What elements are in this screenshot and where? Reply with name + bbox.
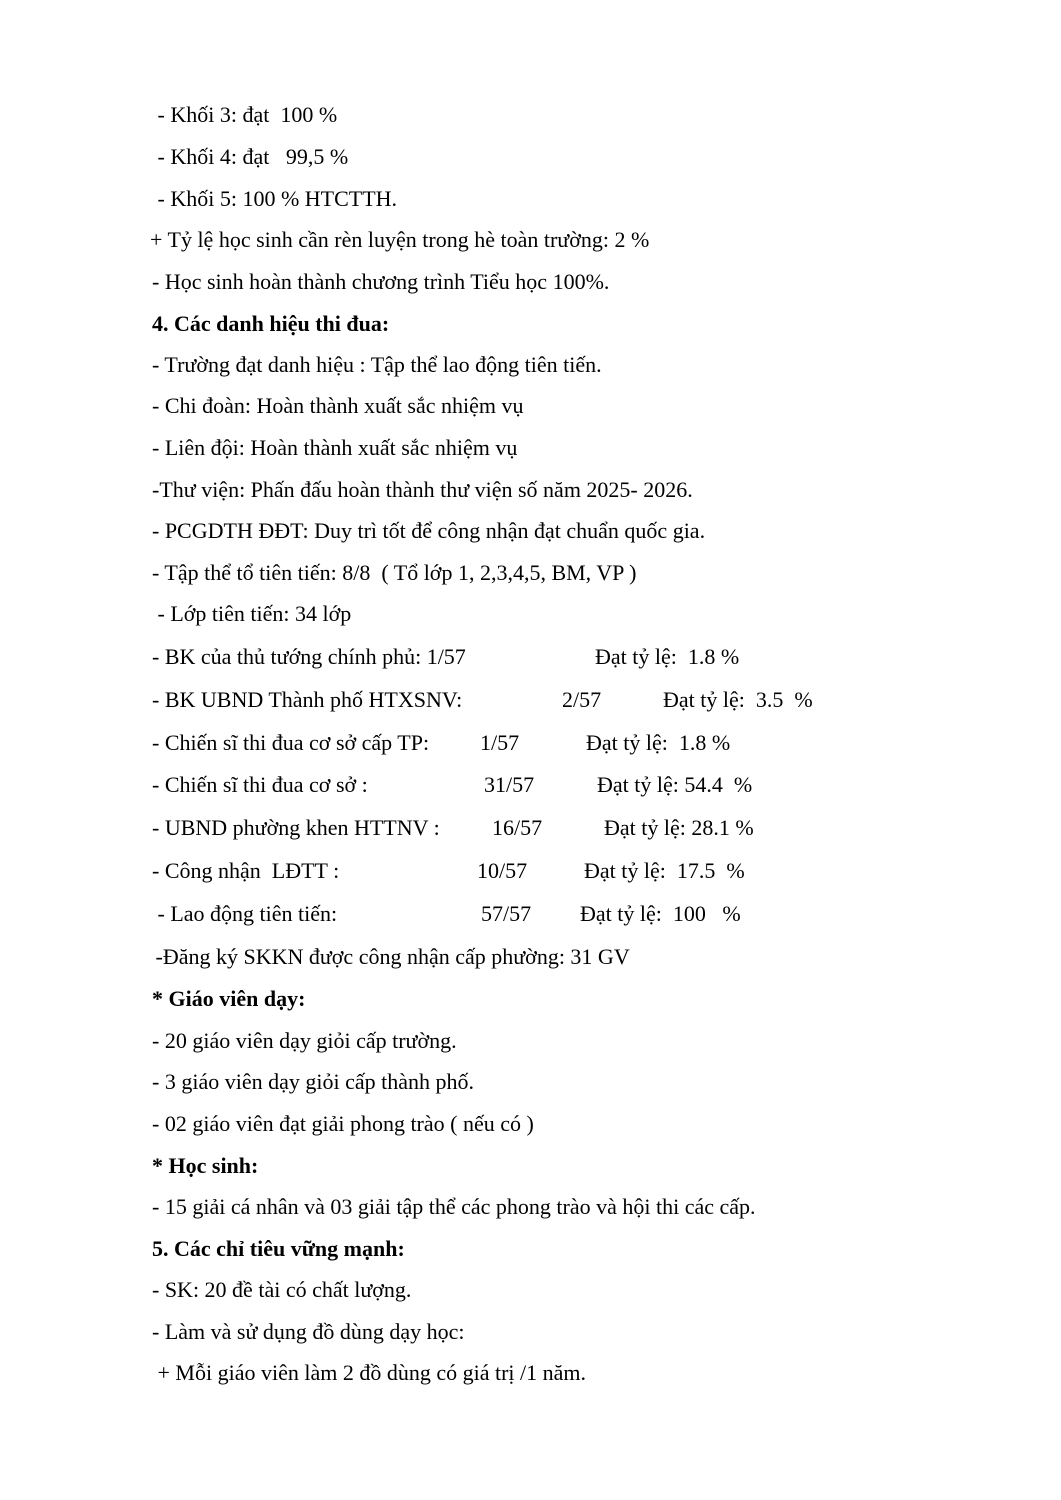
stat-label: - Lao động tiên tiến: (152, 901, 338, 926)
stat-rate: Đạt tỷ lệ: 100 % (580, 901, 741, 926)
line-hoan-thanh-chuong-trinh: - Học sinh hoàn thành chương trình Tiểu học 100%. (152, 269, 610, 294)
line-ty-le-ren-luyen: + Tỷ lệ học sinh cần rèn luyện trong hè toàn trường: 2 % (150, 227, 650, 252)
heading-danh-hieu-thi-dua: 4. Các danh hiệu thi đua: (152, 311, 390, 336)
line-khoi-3: - Khối 3: đạt 100 % (152, 102, 338, 127)
stat-count: 2/57 (562, 687, 602, 712)
line-gv-gioi-truong: - 20 giáo viên dạy giỏi cấp trường. (152, 1028, 457, 1053)
line-gv-gioi-thanh-pho: - 3 giáo viên dạy giỏi cấp thành phố. (152, 1069, 474, 1094)
stat-label: - BK UBND Thành phố HTXSNV: (152, 687, 463, 712)
line-dang-ky-skkn: -Đăng ký SKKN được công nhận cấp phường: 31 GV (150, 944, 630, 969)
line-thu-vien: -Thư viện: Phấn đấu hoàn thành thư viện số năm 2025- 2026. (152, 477, 693, 502)
line-lop-tien-tien: - Lớp tiên tiến: 34 lớp (152, 601, 352, 626)
stat-rate: Đạt tỷ lệ: 1.8 % (586, 730, 731, 755)
line-pcgdth: - PCGDTH ĐĐT: Duy trì tốt để công nhận đạt chuẩn quốc gia. (152, 518, 706, 543)
line-lien-doi: - Liên đội: Hoàn thành xuất sắc nhiệm vụ (152, 435, 518, 460)
stat-count: 31/57 (484, 772, 535, 797)
stat-label: - BK của thủ tướng chính phủ: 1/57 (152, 644, 466, 669)
stat-count: 1/57 (480, 730, 520, 755)
heading-chi-tieu-vung-manh: 5. Các chỉ tiêu vững mạnh: (152, 1236, 405, 1261)
line-khoi-4: - Khối 4: đạt 99,5 % (152, 144, 349, 169)
stat-rate: Đạt tỷ lệ: 54.4 % (597, 772, 753, 797)
stat-rate: Đạt tỷ lệ: 3.5 % (663, 687, 813, 712)
line-giai-hoc-sinh: - 15 giải cá nhân và 03 giải tập thể các phong trào và hội thi các cấp. (152, 1194, 756, 1219)
line-khoi-5: - Khối 5: 100 % HTCTTH. (152, 186, 398, 211)
stat-label: - Công nhận LĐTT : (152, 858, 340, 883)
stat-count: 10/57 (477, 858, 528, 883)
line-do-dung-day-hoc: - Làm và sử dụng đồ dùng dạy học: (152, 1319, 465, 1344)
heading-hoc-sinh: * Học sinh: (152, 1153, 259, 1178)
heading-giao-vien-day: * Giáo viên dạy: (152, 986, 306, 1011)
stat-label: - Chiến sĩ thi đua cơ sở : (152, 772, 368, 797)
line-chi-doan: - Chi đoàn: Hoàn thành xuất sắc nhiệm vụ (152, 393, 524, 418)
line-sk-de-tai: - SK: 20 đề tài có chất lượng. (152, 1277, 412, 1302)
line-moi-giao-vien: + Mỗi giáo viên làm 2 đồ dùng có giá trị /1 năm. (152, 1360, 587, 1385)
stat-rate: Đạt tỷ lệ: 1.8 % (595, 644, 740, 669)
stat-rate: Đạt tỷ lệ: 28.1 % (604, 815, 754, 840)
stat-rate: Đạt tỷ lệ: 17.5 % (584, 858, 745, 883)
stat-count: 57/57 (481, 901, 532, 926)
stat-label: - Chiến sĩ thi đua cơ sở cấp TP: (152, 730, 430, 755)
stat-count: 16/57 (492, 815, 543, 840)
line-tap-the-to: - Tập thể tổ tiên tiến: 8/8 ( Tổ lớp 1, 2,3,4,5, BM, VP ) (152, 560, 637, 585)
line-gv-giai-phong-trao: - 02 giáo viên đạt giải phong trào ( nếu có ) (152, 1111, 534, 1136)
line-truong-danh-hieu: - Trường đạt danh hiệu : Tập thể lao động tiên tiến. (152, 352, 602, 377)
stat-label: - UBND phường khen HTTNV : (152, 815, 440, 840)
